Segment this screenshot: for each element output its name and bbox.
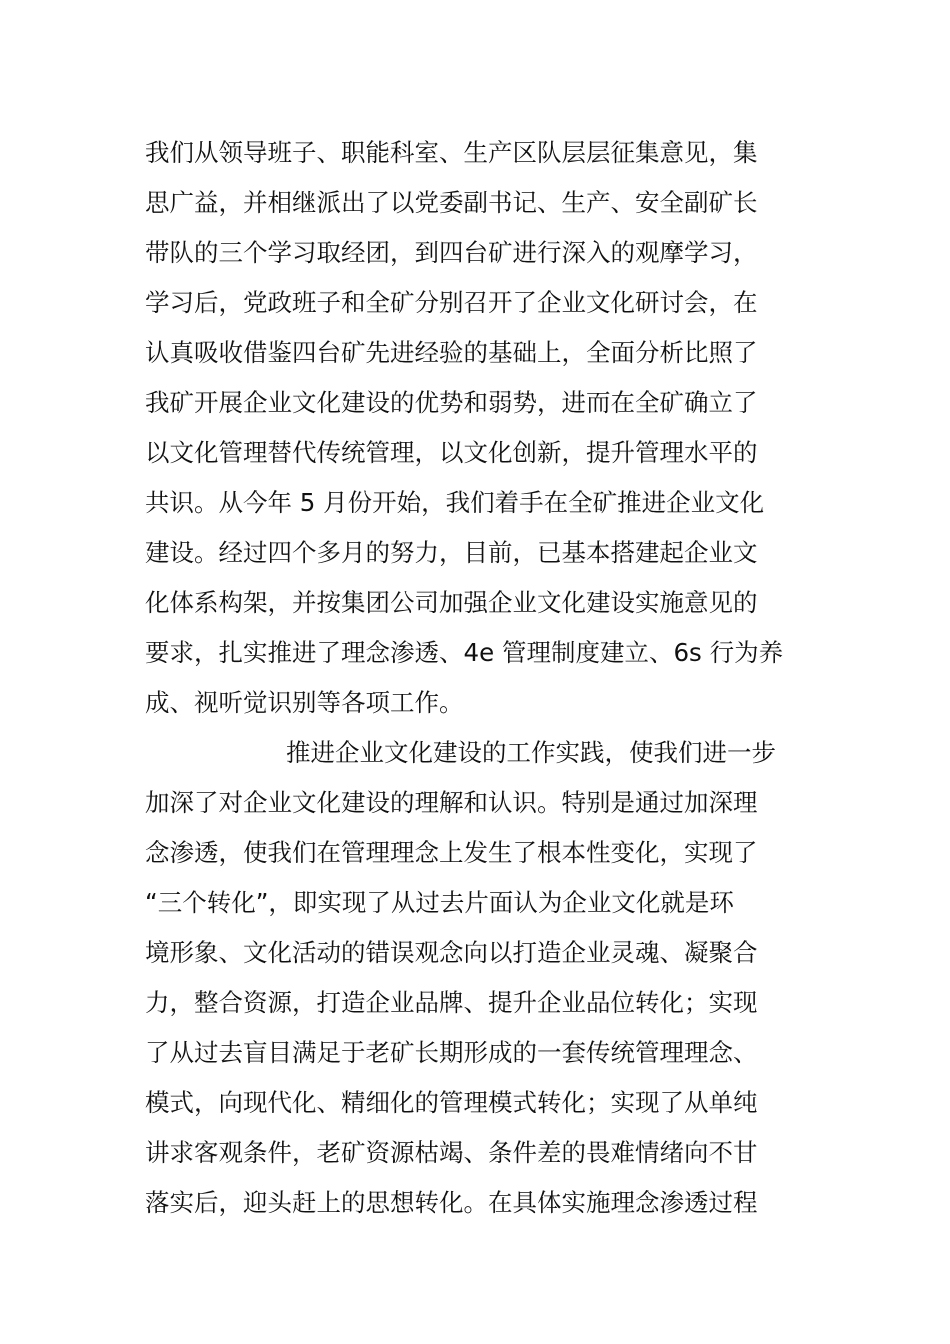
text-line: 成、视听觉识别等各项工作。	[145, 688, 464, 717]
text-line: 了从过去盲目满足于老矿长期形成的一套传统管理理念、	[145, 1038, 758, 1067]
paragraph-first-line: 推进企业文化建设的工作实践，使我们进一步	[286, 738, 776, 767]
text-line: 力，整合资源，打造企业品牌、提升企业品位转化；实现	[145, 988, 758, 1017]
text-line: 以文化管理替代传统管理，以文化创新，提升管理水平的	[145, 438, 758, 467]
text-line: 我们从领导班子、职能科室、生产区队层层征集意见，集	[145, 138, 758, 167]
text-line: 思广益，并相继派出了以党委副书记、生产、安全副矿长	[145, 188, 758, 217]
text-line: “三个转化”，即实现了从过去片面认为企业文化就是环	[145, 888, 734, 917]
text-line: 要求，扎实推进了理念渗透、4e 管理制度建立、6s 行为养	[145, 638, 784, 667]
text-line: 讲求客观条件，老矿资源枯竭、条件差的畏难情绪向不甘	[145, 1138, 758, 1167]
text-line: 我矿开展企业文化建设的优势和弱势，进而在全矿确立了	[145, 388, 758, 417]
text-line: 模式，向现代化、精细化的管理模式转化；实现了从单纯	[145, 1088, 758, 1117]
text-line: 化体系构架，并按集团公司加强企业文化建设实施意见的	[145, 588, 758, 617]
text-line: 共识。从今年 5 月份开始，我们着手在全矿推进企业文化	[145, 488, 765, 517]
text-line: 建设。经过四个多月的努力，目前，已基本搭建起企业文	[145, 538, 758, 567]
text-line: 落实后，迎头赶上的思想转化。在具体实施理念渗透过程	[145, 1188, 758, 1217]
text-line: 境形象、文化活动的错误观念向以打造企业灵魂、凝聚合	[145, 938, 758, 967]
text-line: 念渗透，使我们在管理理念上发生了根本性变化，实现了	[145, 838, 758, 867]
text-line: 带队的三个学习取经团，到四台矿进行深入的观摩学习，	[145, 238, 758, 267]
text-line: 加深了对企业文化建设的理解和认识。特别是通过加深理	[145, 788, 758, 817]
text-line: 认真吸收借鉴四台矿先进经验的基础上，全面分析比照了	[145, 338, 758, 367]
text-line: 学习后，党政班子和全矿分别召开了企业文化研讨会，在	[145, 288, 758, 317]
